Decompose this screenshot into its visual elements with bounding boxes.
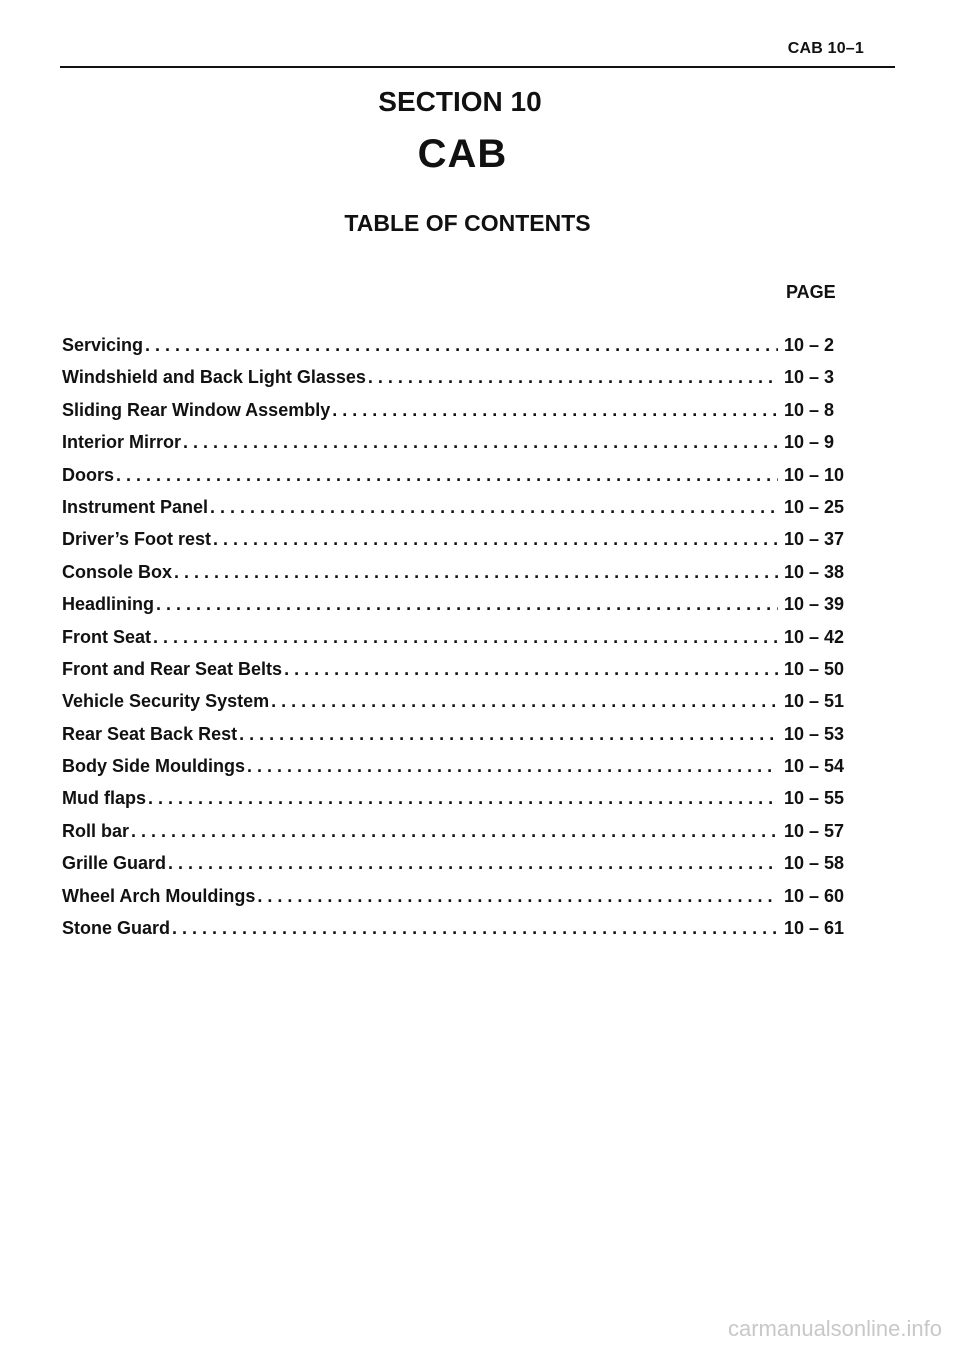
toc-entry-page: 10 – 53	[784, 723, 845, 744]
toc-dot-leader	[208, 497, 778, 518]
toc-dot-leader	[237, 724, 778, 745]
toc-entry[interactable]	[62, 400, 852, 432]
toc-dot-leader	[366, 367, 778, 388]
toc-entry-page: 10 – 60	[784, 885, 845, 906]
toc-dot-leader	[172, 562, 778, 583]
toc-entry[interactable]	[62, 886, 852, 918]
toc-entry-page: 10 – 9	[784, 432, 835, 453]
toc-entry-label: Mud flaps	[62, 788, 146, 809]
toc-entry-page: 10 – 2	[784, 335, 835, 355]
toc-entry-page: 10 – 50	[784, 658, 845, 679]
toc-entry-label: Driver’s Foot rest	[62, 529, 212, 550]
toc-entry-label: Body Side Mouldings	[62, 756, 245, 777]
toc-entry[interactable]	[62, 594, 852, 626]
toc-entry[interactable]	[62, 853, 852, 885]
toc-entry[interactable]	[62, 529, 852, 561]
toc-entry-label: Grille Guard	[62, 853, 167, 874]
toc-entry[interactable]	[62, 756, 852, 788]
page-header-id: CAB 10–1	[787, 40, 864, 57]
toc-entry[interactable]	[62, 335, 852, 367]
toc-entry[interactable]	[62, 497, 852, 529]
toc-entry-page: 10 – 58	[784, 853, 845, 874]
toc-entry-page: 10 – 38	[784, 561, 845, 582]
toc-entry-page: 10 – 55	[784, 788, 845, 809]
toc-dot-leader	[114, 465, 778, 486]
toc-entry[interactable]	[62, 691, 852, 723]
toc-dot-leader	[282, 659, 778, 680]
toc-dot-leader	[143, 335, 778, 356]
toc-entry[interactable]	[62, 724, 852, 756]
toc-entry[interactable]	[62, 367, 852, 399]
toc-entry-label: Headlining	[62, 594, 155, 615]
chapter-title: CAB	[417, 132, 508, 176]
toc-entry-label: Windshield and Back Light Glasses	[62, 367, 366, 388]
toc-dot-leader	[330, 400, 778, 421]
toc-entry[interactable]	[62, 788, 852, 820]
toc-entry-page: 10 – 54	[784, 756, 845, 777]
toc-entry-page: 10 – 51	[784, 691, 845, 712]
toc-entry-label: Servicing	[62, 335, 144, 355]
toc-entry-page: 10 – 42	[784, 626, 845, 647]
toc-entry-page: 10 – 57	[784, 820, 845, 841]
toc-entry-page: 10 – 39	[784, 594, 845, 615]
header-rule	[60, 66, 895, 68]
toc-entry-label: Stone Guard	[62, 918, 171, 939]
toc-entry-page: 10 – 25	[784, 496, 845, 517]
toc-dot-leader	[166, 853, 778, 874]
toc-dot-leader	[146, 788, 778, 809]
toc-dot-leader	[170, 918, 778, 939]
toc-entry[interactable]	[62, 465, 852, 497]
toc-entry-label: Wheel Arch Mouldings	[62, 885, 256, 906]
toc-entry-label: Rear Seat Back Rest	[62, 723, 238, 744]
toc-entry-page: 10 – 37	[784, 529, 845, 550]
toc-entry[interactable]	[62, 659, 852, 691]
toc-entry-label: Vehicle Security System	[62, 691, 270, 712]
toc-entry-page: 10 – 3	[784, 367, 835, 388]
toc-entry-label: Front Seat	[62, 626, 152, 647]
toc-dot-leader	[181, 432, 778, 453]
toc-entry-label: Console Box	[62, 561, 173, 582]
toc-dot-leader	[151, 627, 778, 648]
toc-entry-page: 10 – 10	[784, 464, 845, 485]
toc-list	[62, 335, 852, 950]
toc-entry-label: Interior Mirror	[62, 432, 182, 453]
toc-dot-leader	[269, 691, 778, 712]
toc-entry-label: Doors	[62, 464, 115, 485]
toc-entry-label: Instrument Panel	[62, 496, 209, 517]
toc-entry[interactable]	[62, 821, 852, 853]
page-column-heading: PAGE	[786, 282, 836, 302]
toc-entry[interactable]	[62, 918, 852, 950]
toc-dot-leader	[255, 886, 778, 907]
watermark: carmanualsonline.info	[727, 1316, 942, 1341]
toc-heading: TABLE OF CONTENTS	[344, 210, 591, 236]
toc-entry-page: 10 – 8	[784, 399, 835, 420]
toc-dot-leader	[211, 529, 778, 550]
toc-entry-page: 10 – 61	[784, 918, 845, 939]
toc-entry[interactable]	[62, 432, 852, 464]
toc-entry-label: Roll bar	[62, 820, 130, 841]
section-title: SECTION 10	[378, 86, 542, 117]
toc-entry[interactable]	[62, 627, 852, 659]
toc-dot-leader	[129, 821, 778, 842]
toc-entry-label: Front and Rear Seat Belts	[62, 658, 283, 679]
toc-entry[interactable]	[62, 562, 852, 594]
toc-dot-leader	[154, 594, 778, 615]
toc-entry-label: Sliding Rear Window Assembly	[62, 399, 331, 420]
toc-dot-leader	[245, 756, 778, 777]
